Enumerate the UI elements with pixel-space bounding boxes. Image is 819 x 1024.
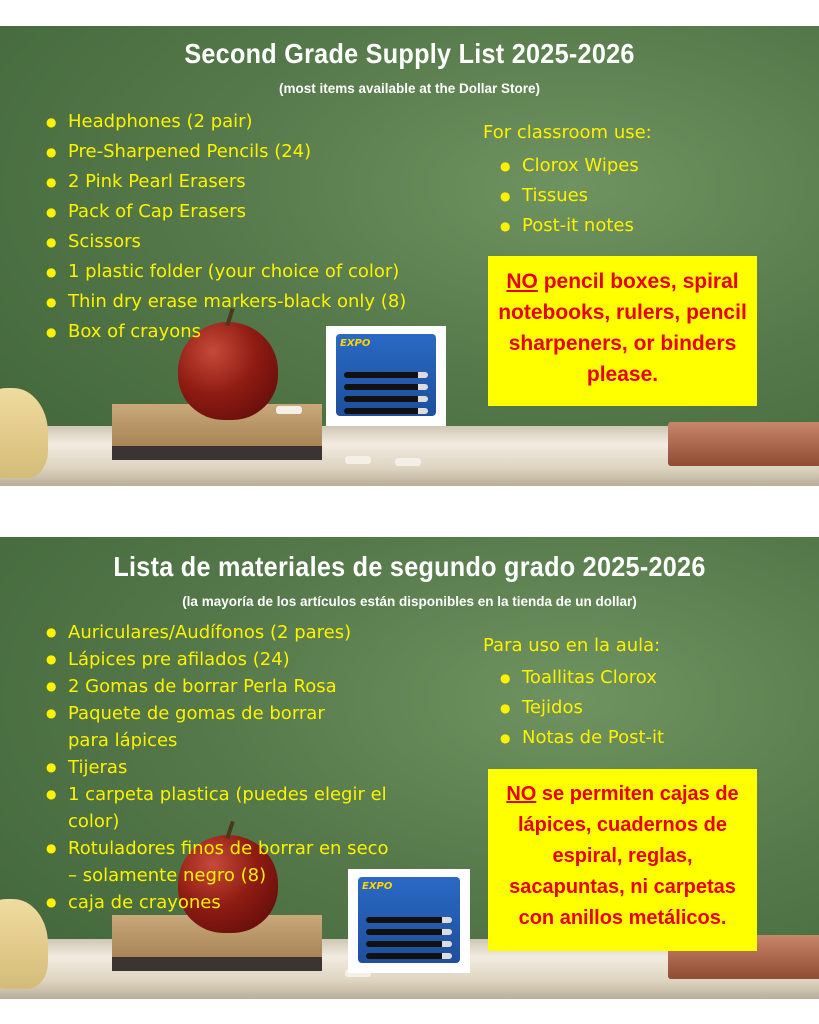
marker-pen [344, 396, 428, 402]
list-item: ● Thin dry erase markers-black only (8) [46, 287, 466, 317]
supply-list [46, 107, 466, 347]
page-subtitle: (la mayoría de los artículos están disponibles en la tienda de un dollar) [182, 594, 637, 609]
list-item: ● caja de crayones [46, 889, 431, 916]
classroom-list [500, 663, 800, 753]
list-item: ● Notas de Post-it [500, 723, 800, 753]
cloth-decoration [0, 899, 48, 989]
list-item: ● 2 Gomas de borrar Perla Rosa [46, 673, 431, 700]
list-item: ● Pre-Sharpened Pencils (24) [46, 137, 466, 167]
no-emphasis: NO [506, 270, 538, 293]
expo-logo: EXPO [340, 338, 371, 349]
not-allowed-text: pencil boxes, spiral notebooks, rulers, pencil sharpeners, or binders please. [498, 270, 747, 386]
list-item: ● Toallitas Clorox [500, 663, 800, 693]
list-item: ● Clorox Wipes [500, 151, 800, 181]
chalk-piece [276, 406, 302, 414]
marker-pen [366, 929, 452, 935]
list-item: ● Pack of Cap Erasers [46, 197, 466, 227]
list-item: ● Paquete de gomas de borrar para lápices [46, 700, 368, 754]
list-item: ● 2 Pink Pearl Erasers [46, 167, 466, 197]
marker-pen [344, 372, 428, 378]
chalk-piece [345, 456, 371, 464]
supply-list [46, 619, 431, 916]
marker-pen [344, 408, 428, 414]
page-subtitle: (most items available at the Dollar Store) [278, 81, 541, 96]
no-emphasis: NO [506, 783, 537, 805]
list-item: ● Headphones (2 pair) [46, 107, 466, 137]
list-item: ● Scissors [46, 227, 466, 257]
list-item: ● Lápices pre afilados (24) [46, 646, 431, 673]
red-eraser [668, 422, 819, 466]
not-allowed-text: se permiten cajas de lápices, cuadernos de espiral, reglas, sacapuntas, ni carpetas con anillos metálicos. [509, 783, 739, 929]
list-item: ● Tejidos [500, 693, 800, 723]
expo-logo: EXPO [362, 881, 393, 892]
not-allowed-notice [488, 769, 757, 951]
classroom-heading: For classroom use: [483, 122, 652, 143]
list-item: ● Tissues [500, 181, 800, 211]
marker-pen [344, 384, 428, 390]
page-title: Second Grade Supply List 2025-2026 [184, 38, 635, 69]
marker-pen [366, 941, 452, 947]
english-supply-panel [0, 26, 819, 486]
marker-pen [366, 953, 452, 959]
list-item: ● 1 carpeta plastica (puedes elegir el color) [46, 781, 431, 835]
marker-pen [366, 917, 452, 923]
list-item: ● Post-it notes [500, 211, 800, 241]
page-title: Lista de materiales de segundo grado 2025-2026 [113, 551, 706, 582]
list-item: ● 1 plastic folder (your choice of color) [46, 257, 466, 287]
chalk-piece [395, 458, 421, 466]
list-item: ● Rotuladores finos de borrar en seco – solamente negro (8) [46, 835, 398, 889]
classroom-list [500, 151, 800, 241]
list-item: ● Box of crayons [46, 317, 466, 347]
spanish-supply-panel [0, 537, 819, 999]
not-allowed-notice [488, 256, 757, 406]
classroom-heading: Para uso en la aula: [483, 635, 661, 656]
list-item: ● Auriculares/Audífonos (2 pares) [46, 619, 431, 646]
cloth-decoration [0, 388, 48, 478]
list-item: ● Tijeras [46, 754, 431, 781]
